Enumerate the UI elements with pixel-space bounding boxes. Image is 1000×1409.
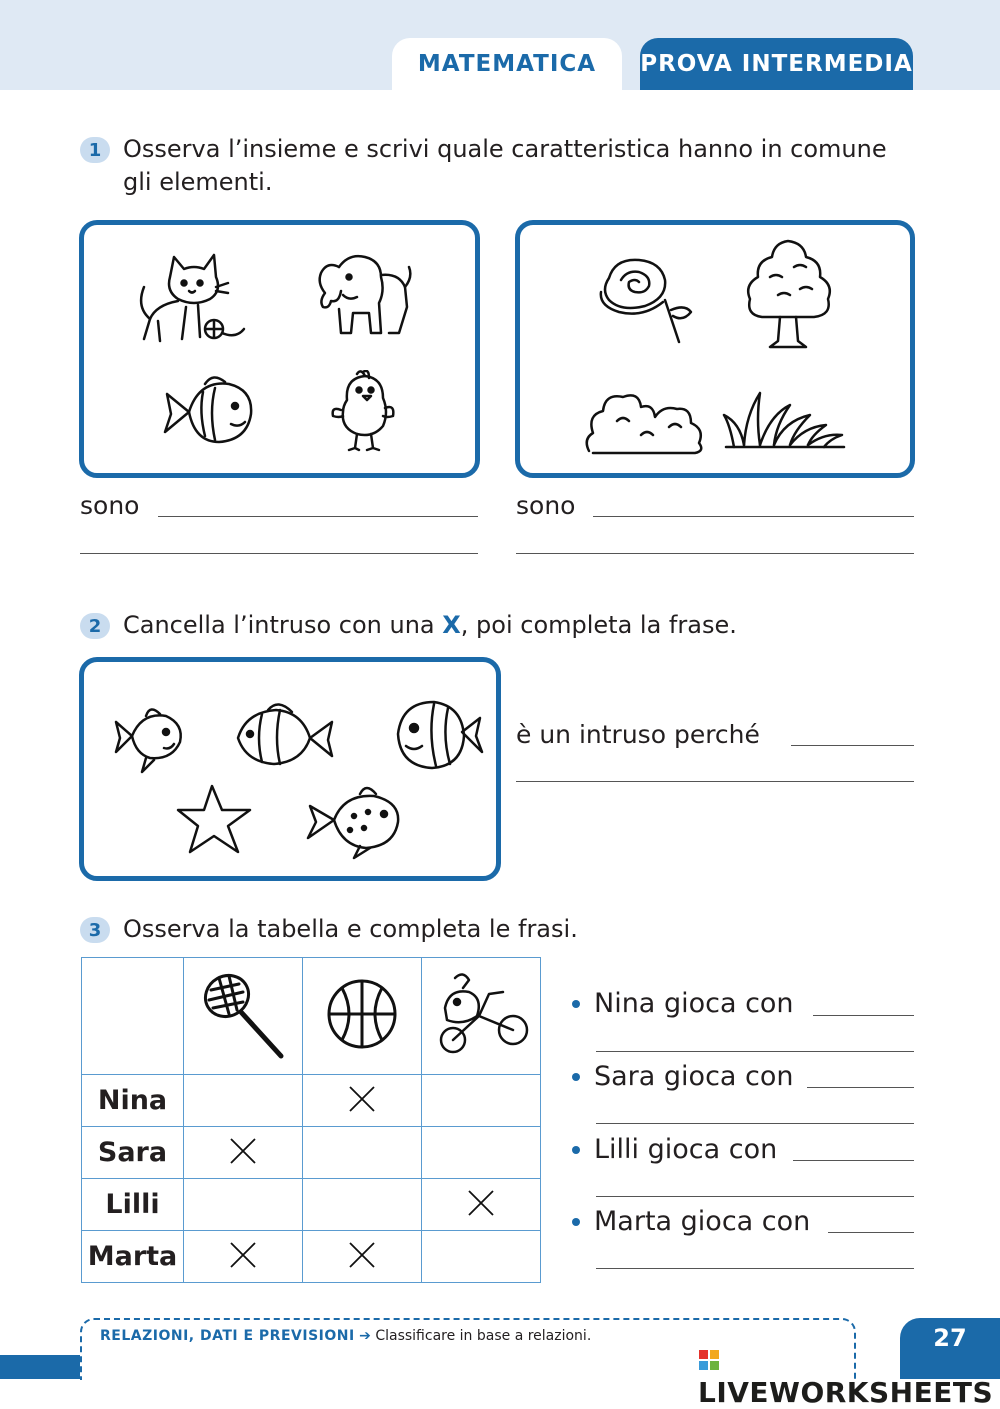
- answer-line[interactable]: [807, 1087, 914, 1088]
- sentence-text: Lilli gioca con: [594, 1134, 778, 1165]
- exercise1-instruction: Osserva l’insieme e scrivi quale caratteristica hanno in comune gli elementi.: [123, 135, 887, 196]
- watermark-text: LIVEWORKSHEETS: [698, 1376, 994, 1409]
- sentence-item: [572, 1206, 810, 1237]
- cross-mark-icon: [347, 1084, 377, 1114]
- bullet-icon: [572, 1000, 580, 1008]
- fish-icon[interactable]: [304, 780, 409, 860]
- mark-cell[interactable]: [184, 1075, 303, 1127]
- sentence-item: [572, 1061, 794, 1092]
- tab-test-type: PROVA INTERMEDIA: [640, 38, 913, 90]
- footer-topic: [100, 1328, 591, 1344]
- page-number: 27: [900, 1318, 1000, 1379]
- mark-cell[interactable]: [184, 1179, 303, 1231]
- child-name-cell: Marta: [82, 1231, 184, 1283]
- tab-subject: MATEMATICA: [392, 38, 622, 90]
- ball-icon: [322, 974, 402, 1054]
- answer-line[interactable]: [828, 1232, 914, 1233]
- fish-icon[interactable]: [232, 698, 337, 778]
- answer-line[interactable]: [793, 1160, 914, 1161]
- x-mark-symbol: X: [442, 611, 461, 639]
- sentence-text: Marta gioca con: [594, 1206, 811, 1237]
- starfish-icon[interactable]: [176, 782, 256, 857]
- table-header-cell: [422, 958, 541, 1075]
- liveworksheets-logo-icon: [698, 1349, 720, 1371]
- bullet-icon: [572, 1146, 580, 1154]
- intruder-box: [79, 657, 501, 881]
- mark-cell[interactable]: [422, 1179, 541, 1231]
- cross-mark-icon: [228, 1240, 258, 1270]
- answer-line[interactable]: [596, 1268, 914, 1269]
- answer-line[interactable]: [791, 745, 914, 746]
- mark-cell[interactable]: [184, 1127, 303, 1179]
- sentence-item: [572, 1134, 777, 1165]
- mark-cell[interactable]: [422, 1127, 541, 1179]
- bullet-icon: [572, 1073, 580, 1081]
- fish-icon[interactable]: [112, 700, 187, 775]
- bush-icon: [583, 385, 708, 460]
- mark-cell[interactable]: [303, 1179, 422, 1231]
- cross-mark-icon: [347, 1240, 377, 1270]
- elephant-icon: [309, 247, 414, 342]
- grass-icon: [720, 385, 850, 455]
- mark-cell[interactable]: [422, 1075, 541, 1127]
- child-name-cell: Nina: [82, 1075, 184, 1127]
- tricycle-icon: [433, 968, 529, 1060]
- exercise2-instruction: [123, 609, 923, 642]
- footer-subtopic: Classificare in base a relazioni.: [375, 1328, 592, 1344]
- cat-icon: [136, 247, 251, 347]
- table-corner-cell: [82, 958, 184, 1075]
- exercise-number-badge: 1: [80, 137, 110, 163]
- liveworksheets-watermark[interactable]: [698, 1343, 1000, 1409]
- set-animals-box: [79, 220, 480, 478]
- cross-mark-icon: [466, 1188, 496, 1218]
- set-right-label: sono: [516, 491, 576, 520]
- answer-line[interactable]: [813, 1015, 914, 1016]
- set-plants-box: [515, 220, 915, 478]
- mark-cell[interactable]: [303, 1231, 422, 1283]
- exercise-number-badge: 2: [80, 613, 110, 639]
- set-left-label: sono: [80, 491, 140, 520]
- instruction-text: Cancella l’intruso con una: [123, 611, 443, 639]
- answer-line[interactable]: [596, 1051, 914, 1052]
- footer-stripe: [0, 1355, 80, 1379]
- table-header-cell: [184, 958, 303, 1075]
- exercise-number-badge: 3: [80, 917, 110, 943]
- fish-icon[interactable]: [390, 692, 485, 777]
- intruder-sentence: è un intruso perché: [516, 720, 760, 749]
- fish-icon: [159, 370, 259, 455]
- exercise3-instruction: Osserva la tabella e completa le frasi.: [123, 915, 578, 943]
- racket-icon: [195, 966, 291, 1062]
- sentence-item: [572, 988, 794, 1019]
- footer-topic-title: RELAZIONI, DATI E PREVISIONI: [100, 1328, 355, 1344]
- mark-cell[interactable]: [303, 1075, 422, 1127]
- sentence-text: Nina gioca con: [594, 988, 794, 1019]
- mark-cell[interactable]: [422, 1231, 541, 1283]
- cross-mark-icon: [228, 1136, 258, 1166]
- child-name-cell: Lilli: [82, 1179, 184, 1231]
- instruction-text: , poi completa la frase.: [460, 611, 737, 639]
- bullet-icon: [572, 1218, 580, 1226]
- arrow-icon: ➔: [359, 1328, 371, 1344]
- rose-icon: [595, 250, 700, 345]
- answer-line[interactable]: [516, 781, 914, 782]
- tree-icon: [742, 237, 837, 352]
- answer-line[interactable]: [596, 1123, 914, 1124]
- answer-line[interactable]: [593, 516, 914, 517]
- answer-line[interactable]: [516, 553, 914, 554]
- sentence-text: Sara gioca con: [594, 1061, 794, 1092]
- mark-cell[interactable]: [303, 1127, 422, 1179]
- chick-icon: [327, 370, 397, 455]
- answer-line[interactable]: [158, 516, 478, 517]
- answer-line[interactable]: [80, 553, 478, 554]
- mark-cell[interactable]: [184, 1231, 303, 1283]
- table-header-cell: [303, 958, 422, 1075]
- child-name-cell: Sara: [82, 1127, 184, 1179]
- play-table: [81, 957, 541, 1283]
- answer-line[interactable]: [596, 1196, 914, 1197]
